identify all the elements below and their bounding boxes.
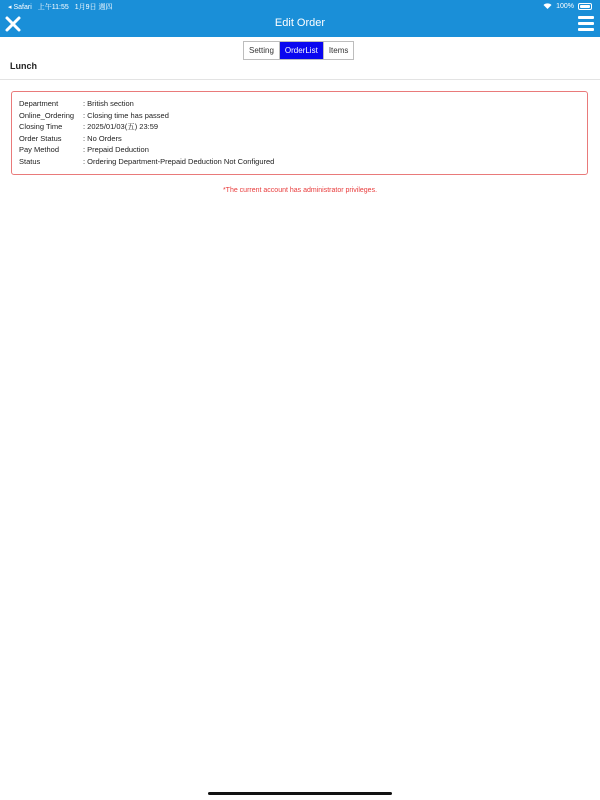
info-label: Online_Ordering [19,110,75,120]
top-bar [0,0,600,37]
page-title: Edit Order [274,17,326,29]
home-indicator[interactable] [208,792,392,795]
info-value: : 2025/01/03(五) 23:59 [83,122,159,132]
info-value: : Prepaid Deduction [83,145,149,155]
info-value: : British section [83,99,134,108]
info-row-order-status [19,133,580,145]
menu-bar [578,28,594,31]
info-value: : No Orders [83,133,122,143]
tab-items[interactable]: Items [324,42,354,59]
info-row-status [19,156,580,168]
info-row-online-ordering [19,110,580,122]
info-value: : Ordering Department-Prepaid Deduction Not Configured [83,156,275,166]
wifi-icon [543,2,552,11]
tab-setting[interactable]: Setting [244,42,280,59]
hamburger-menu-button[interactable] [578,16,594,32]
info-row-closing-time [19,121,580,133]
admin-privileges-note: *The current account has administrator privileges. [222,187,378,194]
section-title: Lunch [10,61,37,71]
info-label: Closing Time [19,122,63,132]
status-bar-left [8,2,112,12]
info-label: Order Status [19,133,62,143]
menu-bar [578,16,594,19]
info-label: Status [19,156,41,166]
info-row-department [19,98,580,110]
info-value: : Closing time has passed [83,110,169,120]
status-bar-right [543,2,592,11]
segmented-tabs [243,41,354,60]
battery-percent: 100% [556,3,574,10]
info-label: Department [19,99,59,108]
status-date: 1月9日 週四 [74,4,113,11]
info-row-pay-method [19,144,580,156]
tab-orderlist[interactable]: OrderList [280,42,324,59]
back-to-app-link[interactable]: ◂ Safari [8,4,32,11]
status-time: 上午11:55 [37,4,69,11]
divider [0,79,600,80]
menu-bar [578,22,594,25]
info-label: Pay Method [19,145,60,155]
order-info-box [11,91,588,175]
battery-icon [578,3,592,10]
